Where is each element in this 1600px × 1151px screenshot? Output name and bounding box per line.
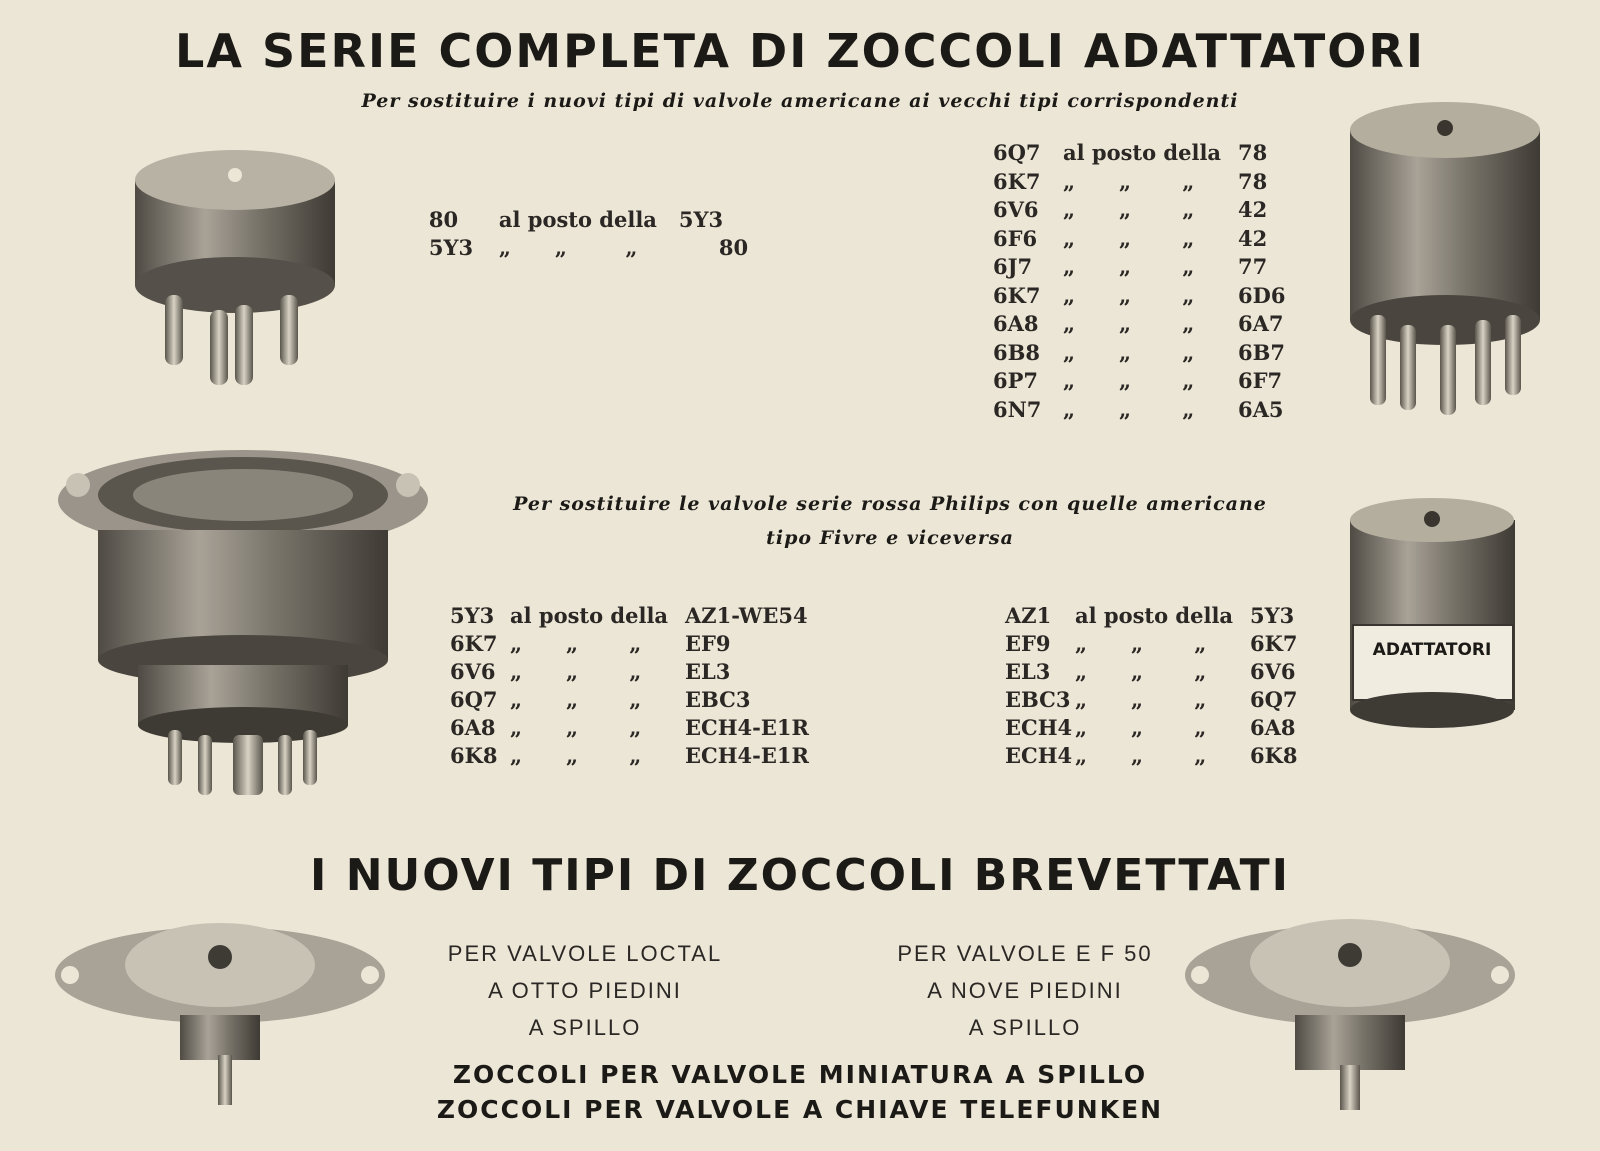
table-cell-mid: al posto della [1075, 603, 1234, 628]
table-cell-mid: „ „ „ [510, 715, 642, 740]
table-cell-from: AZ1 [1005, 603, 1052, 628]
table-cell-to: EF9 [685, 631, 731, 656]
table-cell-mid: „ „ „ [1075, 631, 1207, 656]
table-cell-from: 6K7 [450, 631, 498, 656]
second-heading: I NUOVI TIPI DI ZOCCOLI BREVETTATI [310, 850, 1290, 901]
table-philips-left [450, 603, 850, 773]
table-right [993, 140, 1323, 430]
loctal-line-3: A SPILLO [528, 1015, 642, 1040]
table-cell-mid: „ „ „ [1063, 254, 1195, 279]
table-cell-to: ECH4-E1R [685, 743, 809, 768]
table-cell-mid: „ „ „ [1063, 311, 1195, 336]
table-philips-right [1005, 603, 1335, 773]
tube-mid: al posto della [498, 207, 657, 232]
ef50-caption [835, 935, 1215, 1046]
philips-line-2: tipo Fivre e viceversa [766, 527, 1014, 549]
table-cell-to: 6V6 [1250, 659, 1296, 684]
table-cell-from: ECH4 [1005, 715, 1073, 740]
table-cell-to: 78 [1238, 168, 1268, 194]
table-cell-from: 6A8 [450, 715, 496, 740]
table-cell-to: 6K8 [1250, 743, 1298, 768]
table-cell-from: 6A8 [993, 311, 1039, 336]
tube-to: 5Y3 [678, 207, 724, 232]
loctal-line-2: A OTTO PIEDINI [488, 978, 682, 1003]
adapter-label: ADATTATORI [1372, 640, 1492, 660]
loctal-line-1: PER VALVOLE LOCTAL [447, 941, 723, 966]
table-cell-from: 5Y3 [450, 603, 495, 628]
adapter-labelled-image [1345, 495, 1520, 735]
table-cell-from: 6J7 [993, 254, 1033, 279]
table-cell-mid: „ „ „ [1075, 715, 1207, 740]
table-cell-to: 6Q7 [1250, 687, 1298, 712]
table-cell-mid: „ „ „ [1063, 339, 1195, 365]
table-cell-from: 6Q7 [450, 687, 498, 712]
table-small [385, 182, 749, 382]
table-cell-to: 6K7 [1250, 631, 1298, 656]
table-cell-from: 6V6 [450, 659, 496, 684]
table-cell-to: 6A7 [1238, 311, 1284, 336]
table-cell-from: 6K7 [993, 282, 1041, 308]
table-cell-mid: „ „ „ [1063, 396, 1195, 422]
table-cell-mid: „ „ „ [510, 631, 642, 656]
table-cell-mid: al posto della [1063, 140, 1222, 165]
table-cell-from: 6K7 [993, 168, 1041, 194]
tube-from: 80 [428, 207, 459, 232]
table-cell-to: EBC3 [685, 687, 751, 712]
table-cell-to: 6A8 [1250, 715, 1296, 740]
table-cell-mid: „ „ „ [510, 743, 642, 768]
bottom-line-2: ZOCCOLI PER VALVOLE A CHIAVE TELEFUNKEN [436, 1095, 1164, 1124]
table-cell-mid: „ „ „ [1063, 282, 1195, 308]
table-cell-to: 77 [1238, 254, 1268, 279]
tube-to: 80 [718, 235, 749, 260]
table-cell-from: 6K8 [450, 743, 498, 768]
adapter-tall-image [1345, 100, 1545, 420]
table-cell-mid: al posto della [510, 603, 669, 628]
adapter-flanged-image [48, 440, 438, 800]
table-cell-from: 6F6 [993, 225, 1038, 251]
table-cell-mid: „ „ „ [1075, 659, 1207, 684]
table-cell-mid: „ „ „ [1075, 743, 1207, 768]
main-heading: LA SERIE COMPLETA DI ZOCCOLI ADATTATORI [175, 24, 1425, 78]
loctal-socket-image [50, 905, 390, 1110]
table-cell-mid: „ „ „ [1075, 687, 1207, 712]
table-cell-from: 6P7 [993, 368, 1039, 393]
table-cell-to: 42 [1238, 225, 1268, 251]
tube-mid: „ „ „ [498, 235, 638, 260]
table-cell-to: 6B7 [1238, 339, 1285, 365]
table-cell-to: 6F7 [1238, 368, 1283, 393]
table-cell-from: ECH4 [1005, 743, 1073, 768]
table-cell-to: EL3 [685, 659, 731, 684]
table-cell-to: AZ1-WE54 [685, 603, 808, 628]
ef50-line-2: A NOVE PIEDINI [927, 978, 1123, 1003]
table-cell-from: EBC3 [1005, 687, 1071, 712]
table-cell-from: 6B8 [993, 339, 1040, 365]
table-row-to [675, 210, 748, 285]
table-cell-mid: „ „ „ [510, 659, 642, 684]
table-cell-to: 6A5 [1238, 396, 1284, 422]
table-cell-to: 78 [1238, 140, 1268, 165]
table-cell-to: ECH4-E1R [685, 715, 809, 740]
table-cell-from: EL3 [1005, 659, 1051, 684]
table-row-mid [455, 210, 637, 285]
table-cell-mid: „ „ „ [510, 687, 642, 712]
adapter-small-image [130, 145, 350, 395]
ef50-line-1: PER VALVOLE E F 50 [897, 941, 1153, 966]
bottom-line-1: ZOCCOLI PER VALVOLE MINIATURA A SPILLO [452, 1060, 1148, 1089]
table-cell-to: 6D6 [1238, 282, 1286, 308]
ef50-line-3: A SPILLO [968, 1015, 1082, 1040]
table-cell-from: EF9 [1005, 631, 1051, 656]
table-cell-mid: „ „ „ [1063, 197, 1195, 222]
tube-from: 5Y3 [428, 235, 474, 260]
table-cell-from: 6N7 [993, 396, 1042, 422]
table-cell-mid: „ „ „ [1063, 225, 1195, 251]
subheading: Per sostituire i nuovi tipi di valvole americane ai vecchi tipi corrispondenti [361, 90, 1239, 112]
loctal-caption [395, 935, 775, 1046]
table-cell-mid: „ „ „ [1063, 368, 1195, 393]
table-cell-mid: „ „ „ [1063, 168, 1195, 194]
philips-line-1: Per sostituire le valvole serie rossa Philips con quelle americane [513, 493, 1267, 515]
table-cell-from: 6V6 [993, 197, 1039, 222]
table-cell-to: 5Y3 [1250, 603, 1295, 628]
table-cell-to: 42 [1238, 197, 1268, 222]
table-cell-from: 6Q7 [993, 140, 1041, 165]
ef50-socket-image [1180, 905, 1520, 1110]
